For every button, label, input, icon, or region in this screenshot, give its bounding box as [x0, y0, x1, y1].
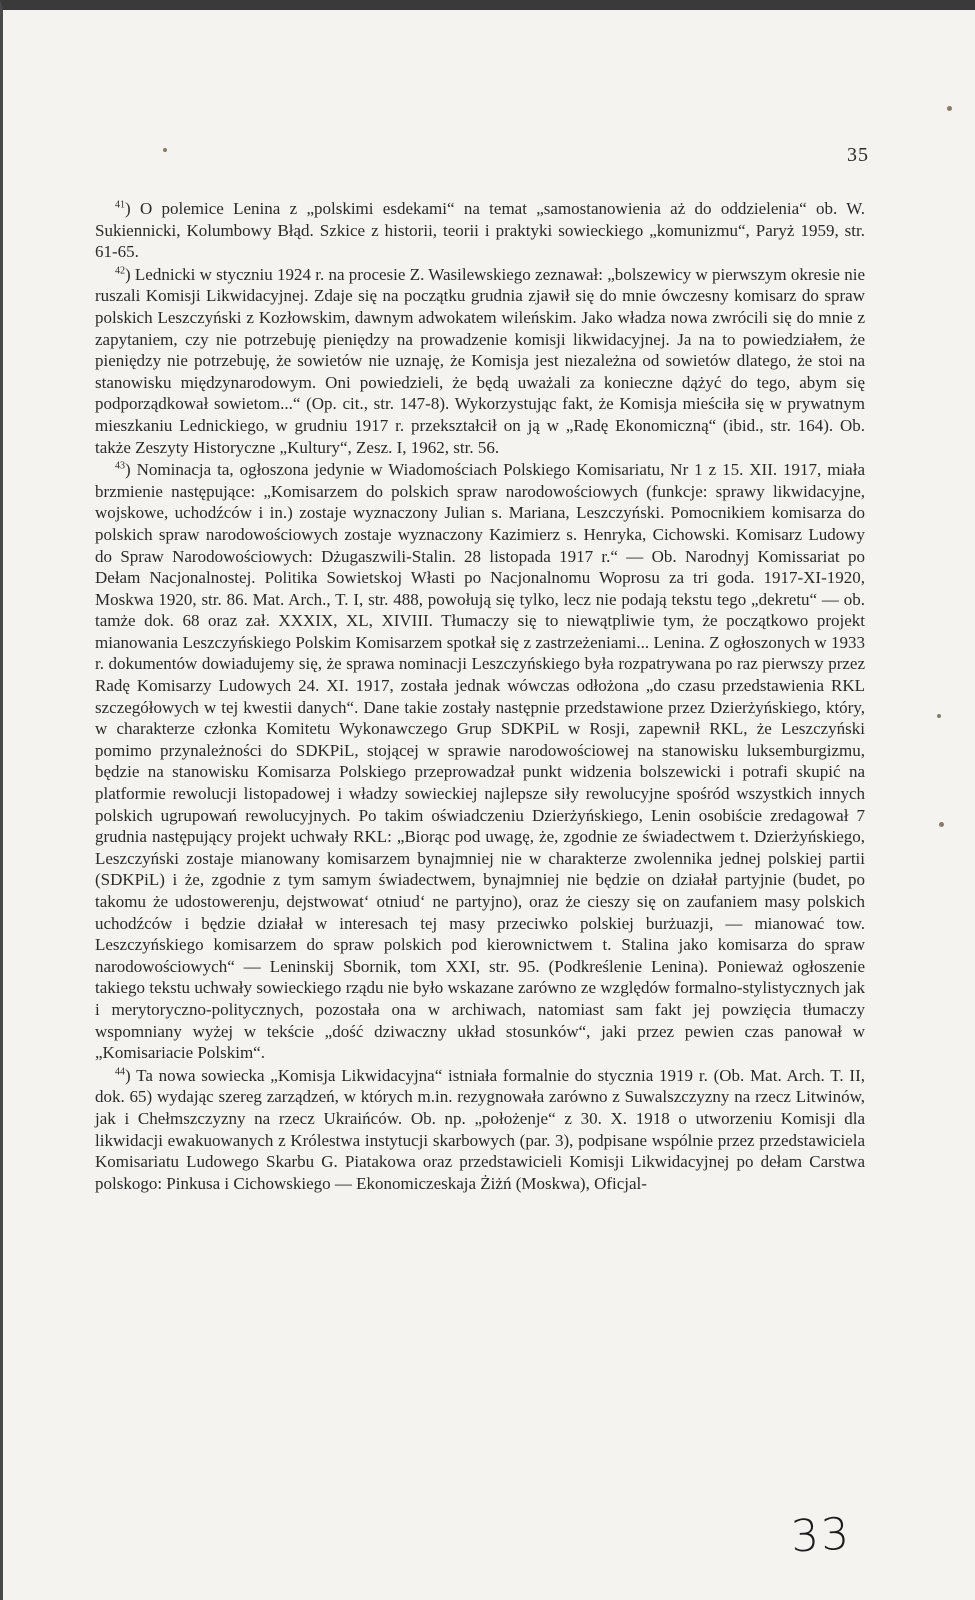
footnote-number: 41	[115, 199, 125, 211]
footnote-43	[95, 459, 865, 1064]
ink-speck	[947, 106, 952, 111]
page-number: 35	[847, 144, 869, 166]
ink-speck	[937, 714, 941, 718]
footnote-text: ) Lednicki w styczniu 1924 r. na procesie Z. Wasilewskiego zeznawał: „bolszewicy w pierwszym okresie nie ruszali Komisji Likwidacyjnej. Zdaje się na początku grudnia zjawił się do mnie ówczesny komisarz do spraw polskich Leszczyński z Kozłowskim, dawnym adwokatem wileńskim. Jako władza nowa zwrócili się do mnie z zapytaniem, czy nie potrzebuję pieniędzy na prowadzenie komisji likwidacyjnej. Ja na to powiedziałem, że pieniędzy nie potrzebuję, że sowietów nie uznaję, że Komisja jest niezależna od sowietów dlatego, że stoi na stanowisku międzynarodowym. Oni powiedzieli, że będą uważali za konieczne dążyć do tego, abym się podporządkował sowietom...“ (Op. cit., str. 147-8). Wykorzystując fakt, że Komisja mieściła się w prywatnym mieszkaniu Lednickiego, w grudniu 1917 r. przekształcił on ją w „Radę Ekonomiczną“ (ibid., str. 164). Ob. także Zeszyty Historyczne „Kultury“, Zesz. I, 1962, str. 56.	[95, 264, 865, 457]
footnotes	[95, 198, 865, 1194]
footnote-41	[95, 198, 865, 263]
footnote-text: ) Nominacja ta, ogłoszona jedynie w Wiadomościach Polskiego Komisariatu, Nr 1 z 15. XII. 1917, miała brzmienie następujące: „Komisarzem do polskich spraw narodowościowych (funkcje: sprawy likwidacyjne, wojskowe, uchodźców i in.) zostaje wyznaczony Julian s. Mariana, Leszczyński. Pomocnikiem komisarza do polskich spraw narodowościowych zostaje wyznaczony Kazimierz s. Henryka, Cichowski. Komisarz Ludowy do Spraw Narodowościowych: Dżugaszwili-Stalin. 28 listopada 1917 r.“ — Ob. Narodnyj Komissariat po Dełam Nacjonalnostej. Politika Sowietskoj Własti po Nacjonalnomu Woprosu za tri goda. 1917-XI-1920, Moskwa 1920, str. 86. Mat. Arch., T. I, str. 488, powołują się tylko, lecz nie podają tekstu tego „dekretu“ — ob. tamże dok. 68 oraz zał. XXXIX, XL, XIVIII. Tłumaczy się to niewątpliwie tym, że początkowo projekt mianowania Leszczyńskiego Polskim Komisarzem spotkał się z zastrzeżeniami... Lenina. Z ogłoszonych w 1933 r. dokumentów dowiadujemy się, że sprawa nominacji Leszczyńskiego była rozpatrywana po raz pierwszy przez Radę Komisarzy Ludowych 24. XI. 1917, została jednak wówczas odłożona „do czasu przedstawienia RKL szczegółowych w tej kwestii danych“. Dane takie zostały następnie przedstawione przez Dzierżyńskiego, który, w charakterze członka Komitetu Wykonawczego Grup SDKPiL w Rosji, zapewnił RKL, że Leszczyński pomimo przynależności do SDKPiL, stojącej w sprawie narodowościowej na stanowisku luksemburgizmu, będzie na stanowisku Komisarza Polskiego przeprowadzał punkt widzenia bolszewicki i potrafi skupić na platformie rewolucji listopadowej i władzy sowieckiej najlepsze siły rewolucyjne spośród wszystkich innych polskich ugrupowań rewolucyjnych. Po takim oświadczeniu Dzierżyńskiego, Lenin osobiście zredagował 7 grudnia następujący projekt uchwały RKL: „Biorąc pod uwagę, że, zgodnie ze świadectwem t. Dzierżyńskiego, Leszczyński zostaje mianowany komisarzem bynajmniej nie w charakterze zwolennika jednej polskiej partii (SDKPiL) i że, zgodnie z tym samym świadectwem, bynajmniej nie będzie on działał partyjnie (budet, po takomu że udostowerenju, dejstwowat‘ otniud‘ ne partyjno), oraz że cieszy się on zaufaniem masy polskich uchodźców i będzie działał w interesach tej masy przeciwko polskiej burżuazji, — mianować tow. Leszczyńskiego komisarzem do spraw polskich pod kierownictwem t. Stalina jako komisarza do spraw narodowościowych“ — Leninskij Sbornik, tom XXI, str. 95. (Podkreślenie Lenina). Ponieważ ogłoszenie takiego tekstu uchwały sowieckiego rządu nie było wskazane zarówno ze względów formalno-stylistycznych jak i merytoryczno-politycznych, pozostała ona w archiwach, natomiast sam fakt jej powzięcia tłumaczy wspomniany wyżej w tekście „dość dziwaczny układ stosunków“, jaki przez pewien czas panował w „Komisariacie Polskim“.	[95, 460, 865, 1063]
ink-speck	[163, 148, 167, 152]
handwritten-page-mark: 33	[789, 1508, 853, 1563]
footnote-text: ) Ta nowa sowiecka „Komisja Likwidacyjna“ istniała formalnie do stycznia 1919 r. (Ob. Mat. Arch. T. II, dok. 65) wydając szereg zarządzeń, w których m.in. rezygnowała zarówno z Suwalszczyzny na rzecz Litwinów, jak i Chełmszczyzny na rzecz Ukraińców. Ob. np. „położenje“ z 30. X. 1918 o utworzeniu Komisji dla likwidacji ewakuowanych z Królestwa instytucji skarbowych (par. 3), podpisane wspólnie przez przedstawiciela Komisariatu Ludowego Skarbu G. Piatakowa oraz przedstawicieli Komisji Likwidacyjnej po dełam Carstwa polskogo: Pinkusa i Cichowskiego — Ekonomiczeskaja Żiżń (Moskwa), Oficjal-	[95, 1065, 865, 1193]
ink-speck	[939, 822, 944, 827]
footnote-text: ) O polemice Lenina z „polskimi esdekami“ na temat „samostanowienia aż do oddzielenia“ ob. W. Sukiennicki, Kolumbowy Błąd. Szkice z historii, teorii i praktyki sowieckiego „komunizmu“, Paryż 1959, str. 61-65.	[95, 199, 865, 262]
footnote-42	[95, 264, 865, 458]
footnote-number: 42	[115, 265, 125, 277]
footnote-number: 44	[115, 1066, 125, 1078]
footnote-44	[95, 1065, 865, 1195]
footnote-number: 43	[115, 460, 125, 472]
